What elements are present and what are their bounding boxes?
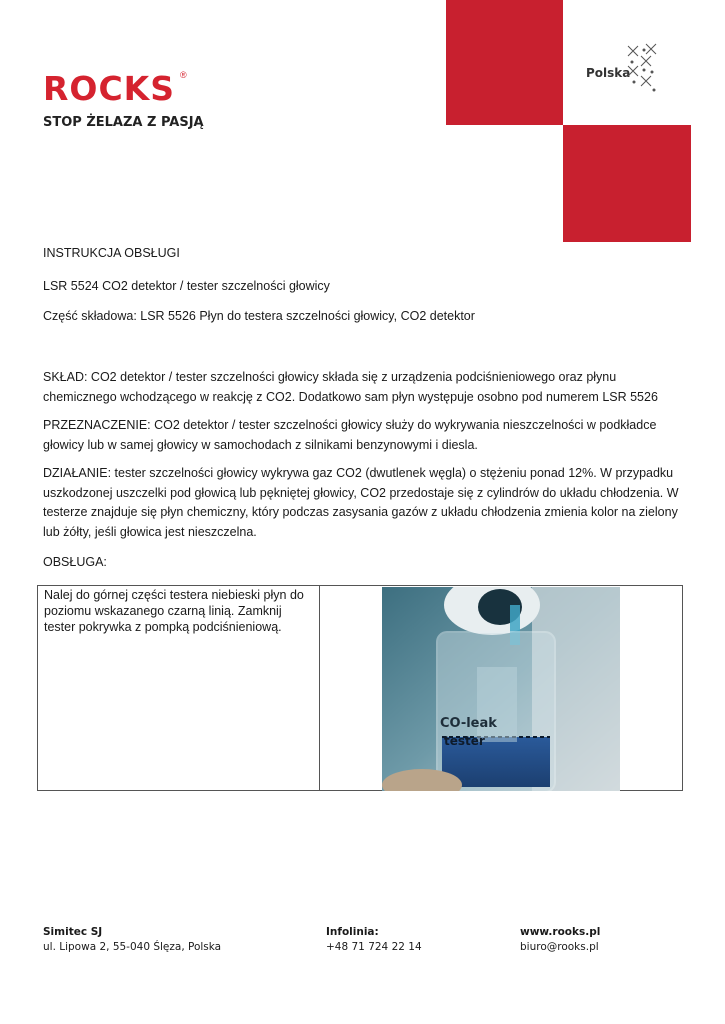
logo-text: ROCKS [43,69,176,108]
footer-contact [520,925,600,955]
footer-infoline [326,925,422,955]
rocks-logo [43,69,187,108]
red-decor-block-top [446,0,563,125]
section-przeznaczenie: PRZEZNACZENIE: CO2 detektor / tester szczelności głowicy służy do wykrywania nieszczelności w podkładce głowicy lub w samej głowicy w samochodach z silnikami benzynowymi i diesla. [43,418,657,452]
step-1-text: Nalej do górnej części testera niebieski płyn do poziomu wskazanego czarną linią. Zamknij tester pokrywka z pompką podciśnieniową. [38,586,320,790]
footer-company [43,925,221,955]
logo-registered-mark: ® [180,70,187,80]
polska-label: Polska [586,66,631,80]
polska-logo [586,42,666,92]
step-1-photo [382,587,620,791]
footer-info-phone: +48 71 724 22 14 [326,941,422,953]
section-obsluga-heading: OBSŁUGA: [43,555,107,569]
section-sklad: SKŁAD: CO2 detektor / tester szczelności głowicy składa się z urządzenia podciśnieniowego oraz płynu chemicznego wchodzącego w reakcję z CO2. Dodatkowo sam płyn występuje osobno pod numerem LSR 5526 [43,370,658,404]
product-line: LSR 5524 CO2 detektor / tester szczelności głowicy [43,279,330,293]
section-dzialanie: DZIAŁANIE: tester szczelności głowicy wykrywa gaz CO2 (dwutlenek węgla) o stężeniu ponad 12%. W przypadku uszkodzonej uszczelki pod głowicą lub pękniętej głowicy, CO2 przedostaje się z cylindrów do układu chłodzenia. W testerze znajduje się płyn chemiczny, który podczas zasysania gazów z układu chłodzenia zmienia kolor na zielony lub żółty, jeśli głowica jest nieszczelna. [43,466,679,539]
photo-label-coleak: CO-leak [440,716,497,731]
footer-web-link[interactable]: www.rooks.pl [520,926,601,938]
document-title: INSTRUKCJA OBSŁUGI [43,246,180,260]
footer-email-link[interactable]: biuro@rooks.pl [520,941,599,953]
tester-photo-illustration [382,587,620,791]
steps-table [37,585,683,791]
step-1-image-cell [320,586,682,790]
footer-company-address: ul. Lipowa 2, 55-040 Ślęza, Polska [43,941,222,953]
polska-pattern-icon [624,42,658,92]
photo-label-tester: tester [444,734,485,748]
brand-tagline: STOP ŻELAZA Z PASJĄ [43,115,204,130]
part-line: Część składowa: LSR 5526 Płyn do testera szczelności głowicy, CO2 detektor [43,309,475,323]
footer-company-name: Simitec SJ [43,926,103,938]
red-decor-block-right [563,125,691,242]
footer-info-label: Infolinia: [326,926,379,938]
